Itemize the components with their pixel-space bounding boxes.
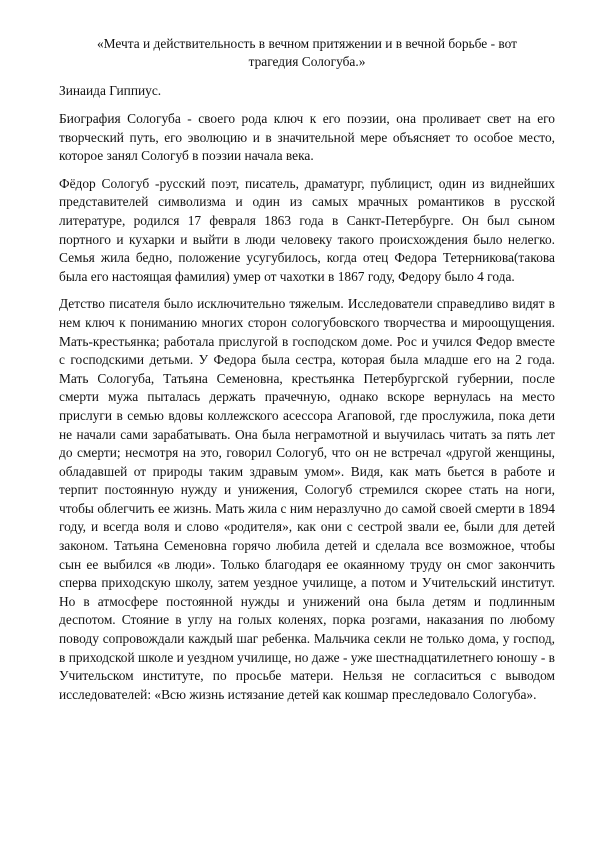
document-page [59, 35, 555, 713]
paragraph-1: Биография Сологуба - своего рода ключ к его поэзии, она проливает свет на его творческий путь, его эволюцию и в значительной мере объясняет то особое место, которое занял Сологуб в поэзии начала века. [59, 111, 555, 164]
paragraph-3: Детство писателя было исключительно тяжелым. Исследователи справедливо видят в нем ключ к пониманию многих сторон сологубовского творчества и мироощущения. Мать-крестьянка; работала прислугой в господском доме. Рос и учился Федор вместе с господскими детьми. У Федора была сестра, которая была младше его на 2 года. Мать Сологуба, Татьяна Семеновна, крестьянка Петербургской губернии, после смерти мужа пыталась держать прачечную, однако вскоре вернулась на место прислуги в семью вдовы коллежского асессора Агаповой, где прослужила, пока дети не начали сами зарабатывать. Она была неграмотной и выучилась читать за пять лет до смерти; несмотря на это, говорил Сологуб, что он не встречал «другой женщины, обладавшей от природы таким здравым умом». Видя, как мать бьется в работе и терпит постоянную нужду и унижения, Сологуб стремился скорее стать на ноги, чтобы облегчить ее жизнь. Мать жила с ним неразлучно до самой своей смерти в 1894 году, и всегда воля и слово «родителя», как они с сестрой звали ее, были для детей законом. Татьяна Семеновна горячо любила детей и сделала все возможное, чтобы сын ее выбился «в люди». Только благодаря ее окаянному труду он смог закончить сперва приходскую школу, затем уездное училище, а потом и Учительский институт. Но в атмосфере постоянной нужды и унижений она была детям и подлинным деспотом. Стояние в углу на голых коленях, порка розгами, наказания по любому поводу сопровождали каждый шаг ребенка. Мальчика секли не только дома, у господ, в приходской школе и уездном училище, но даже - уже шестнадцатилетнего юношу - в Учительском институте, по просьбе матери. Нельзя не согласиться с выводом исследователей: «Всю жизнь истязание детей как кошмар преследовало Сологуба». [59, 296, 555, 702]
document-author: Зинаида Гиппиус. [59, 83, 162, 98]
paragraph-2: Фёдор Сологуб -русский поэт, писатель, драматург, публицист, один из виднейших представителей символизма и один из самых мрачных романтиков в русской литературе, родился 17 февраля 1863 года в Санкт-Петербурге. Он был сыном портного и кухарки и выйти в люди человеку такого происхождения было нелегко. Семья жила бедно, положение усугубилось, когда отец Федора Тетерникова(такова была его настоящая фамилия) умер от чахотки в 1867 году, Федору было 4 года. [59, 175, 555, 284]
document-title: «Мечта и действительность в вечном притяжении и в вечной борьбе - вот трагедия Сологуба.» [96, 36, 518, 69]
